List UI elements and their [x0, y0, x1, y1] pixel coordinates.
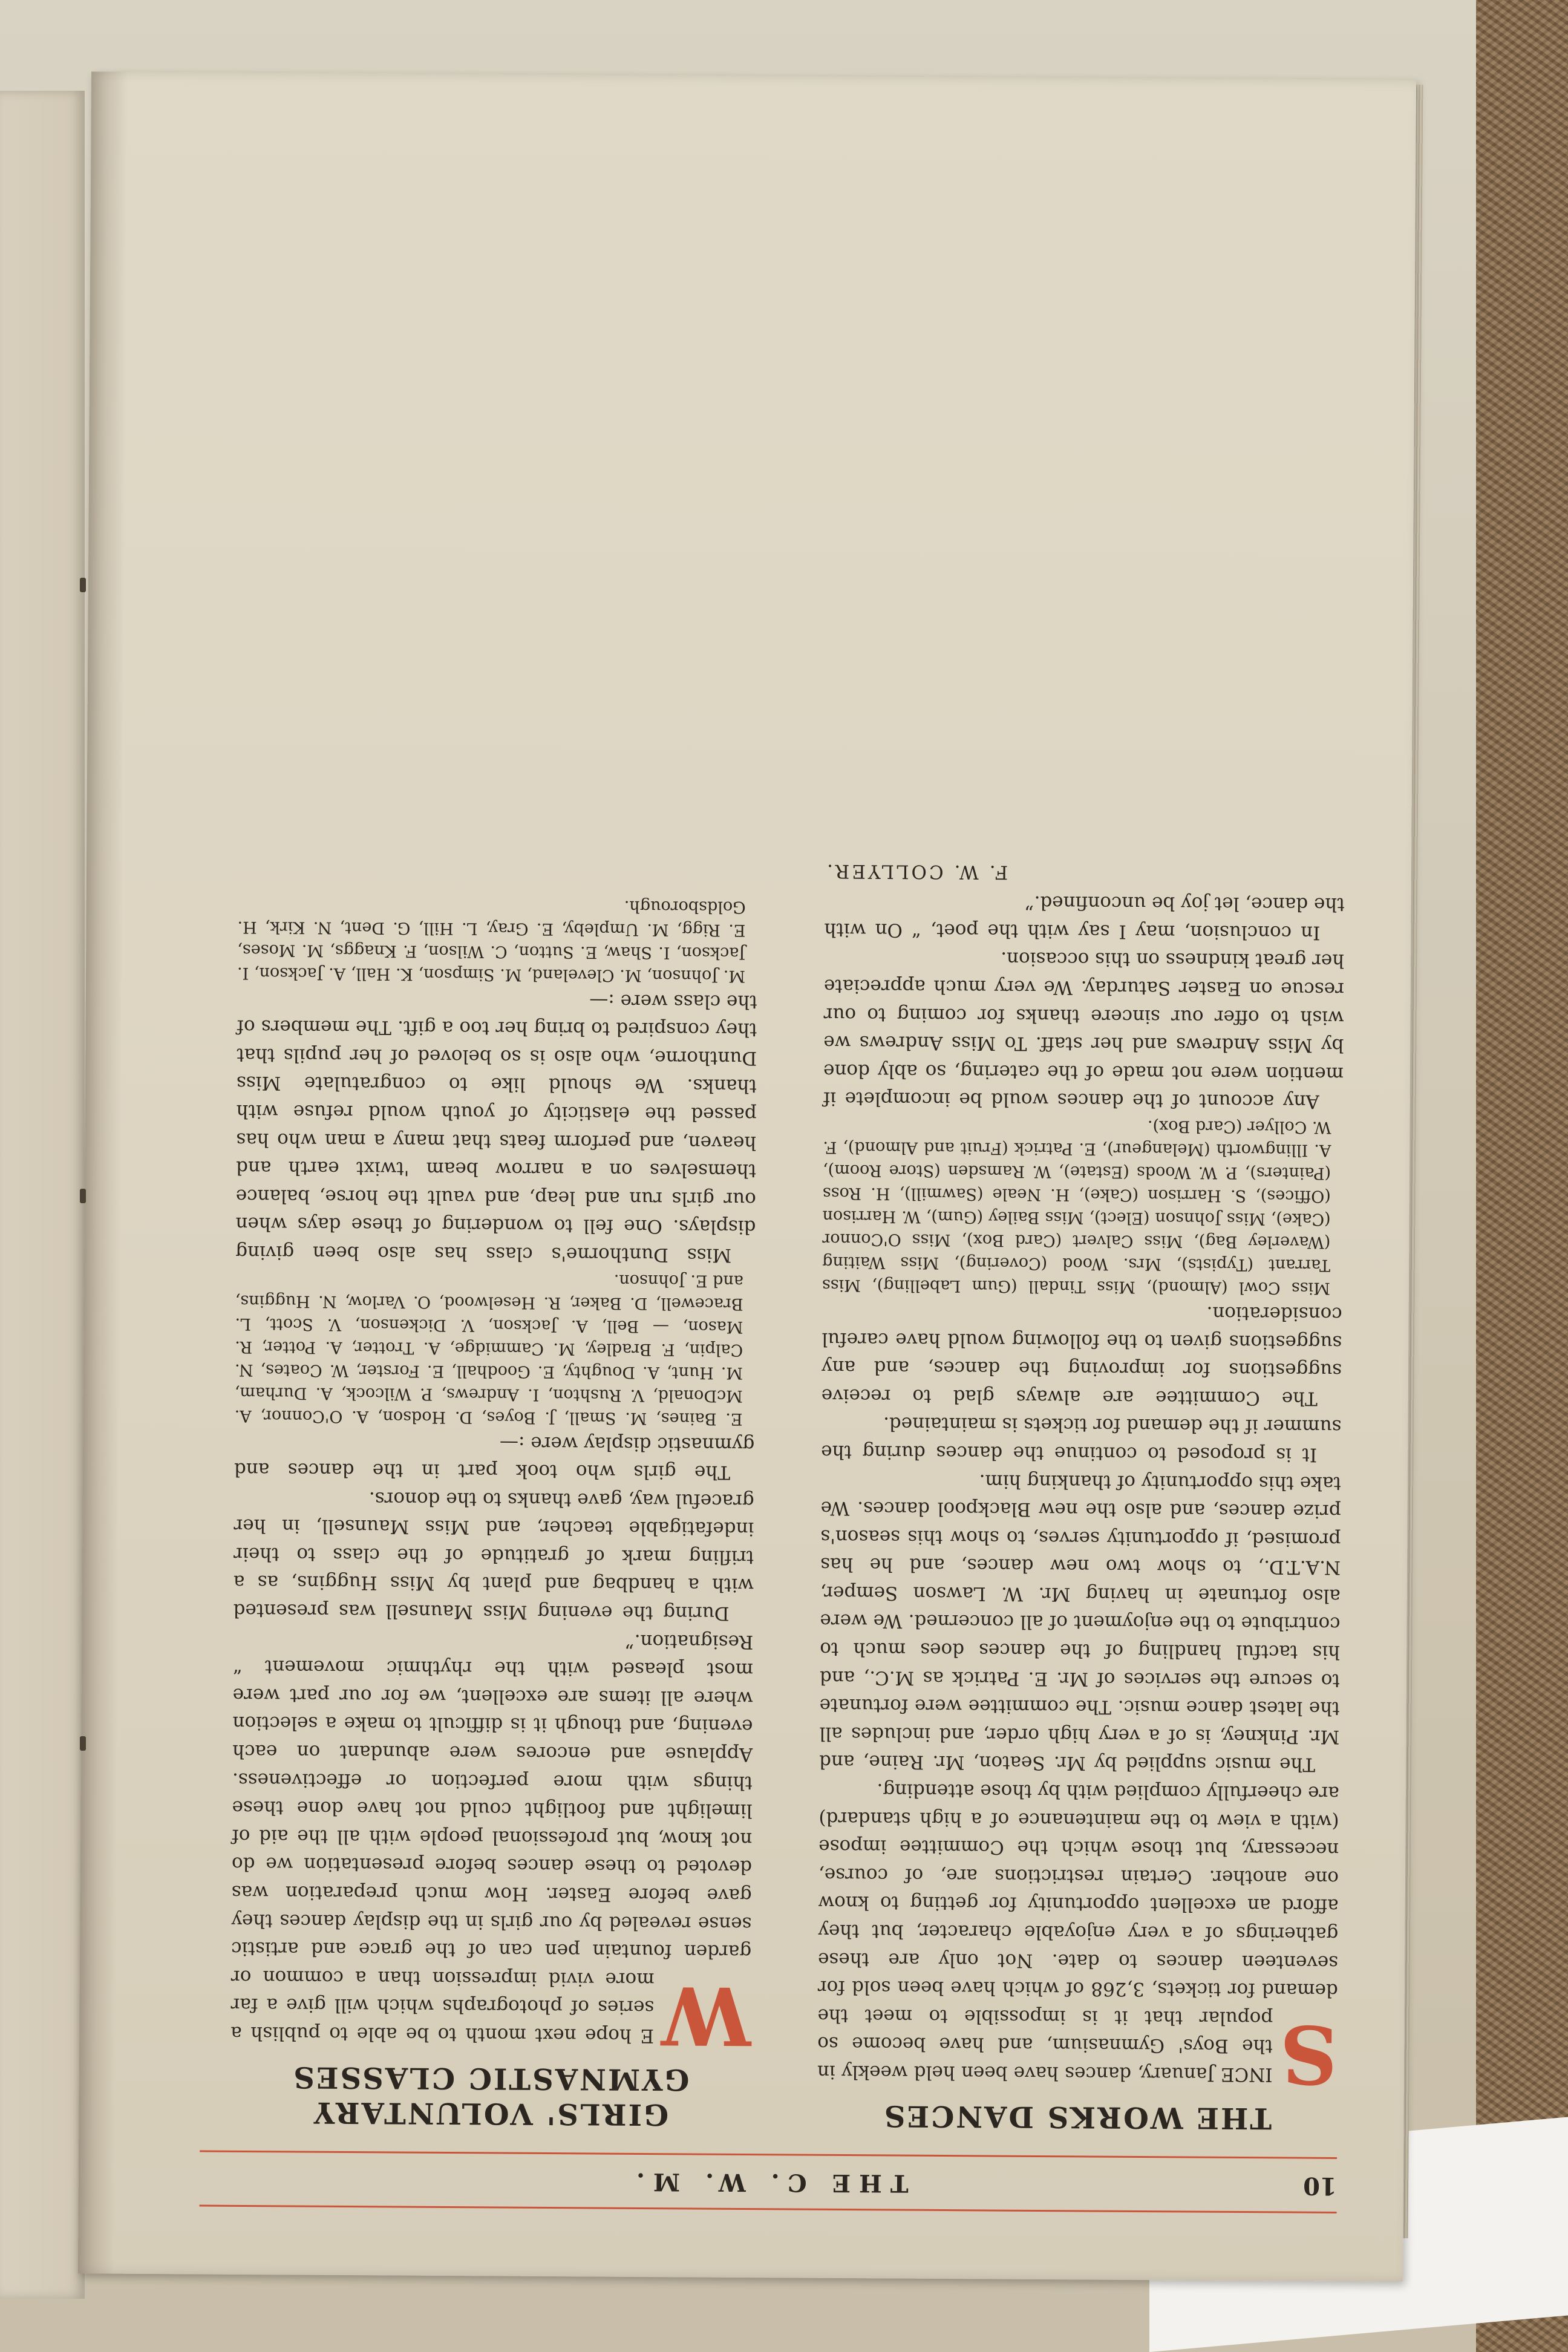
performers-list: E. Baines, M. Small, J. Boyes, D. Hodson, A. O'Connor, A. McDonald, V. Rushton, I. Andrews, P. Wilcock, A. Durham, M. Hunt, A. Doughty, E. Goodhall, E. Forster, W. Coates, N. Calpin, F. Bradley, M. Cammidge, A. Trotter, A. Potter, R. Mason, — Bell, A. Jackson, V. Dickenson, V. Scott, L. Bracewell, D. Baker, R. Heselwood, O. Varlow, N. Huggins, and E. Johnson.	[234, 1270, 744, 1428]
works-dances-intro	[817, 1775, 1339, 2101]
paragraph: The Committee are always glad to receive suggestions for improving the dances, and any suggestions given to the following would have careful consideration.	[821, 1302, 1342, 1410]
gymnastic-heading-line2: GYMNASTIC CLASSES	[292, 2060, 690, 2097]
paragraph: During the evening Miss Maunsell was presented with a handbag and plant by Miss Huggins, as a trifling mark of gratitude of the class to their indefatigable teacher, and Miss Maunsell, in her graceful way, gave thanks to the donors.	[233, 1487, 754, 1624]
works-dances-column	[817, 857, 1345, 2136]
committee-list: Miss Cowl (Almond), Miss Tindall (Gum Labelling), Miss Tarrant (Typists), Mrs. Wood (Covering), Miss Waiting (Waverley Bag), Miss Calvert (Card Box), Miss O'Connor (Cake), Miss Johnson (Elect), Miss Bailey (Gum), W. Harrison (Offices), S. Harrison (Cake), H. Neale (Sawmill), H. Ross (Painters), P. W. Woods (Estate), W. Ramsden (Store Room), A. Illingworth (Melangeur), E. Patrick (Fruit and Almond), F. W. Collyer (Card Box).	[822, 1117, 1331, 1298]
paragraph: Any account of the dances would be incomplete if mention were not made of the catering, so ably done by Miss Andrews and her staff. To Miss Andrews we wish to offer our sincere thanks for coming to our rescue on Easter Saturday. We very much appreciate her great kindness on this occasion.	[823, 947, 1345, 1113]
printed-content-inverted	[175, 169, 1374, 2221]
paragraph: It is proposed to continue the dances during the summer if the demand for tickets is maintained.	[821, 1413, 1342, 1466]
class-members-list: M. Johnson, M. Cleveland, M. Simpson, K. Hall, A. Jackson, I. Jackson, I. Shaw, E. Sutton, C. Wilson, F. Knaggs, M. Moses, E. Rigg, M. Umpleby, E. Gray, L. Hill, G. Dent, N. Kirk, H. Goldsborough.	[237, 897, 746, 985]
drop-cap-w: W	[661, 1968, 752, 2063]
gymnastic-classes-column	[230, 892, 757, 2132]
masthead	[200, 2164, 1337, 2213]
paragraph-text: E hope next month to be able to publish a series of photographs which will give a far more vivid impression than a common or garden fountain pen can of the grace and artistic sense revealed by our girls in the display dances they gave before Easter. How much preparation was devoted to these dances before presentation we do not know, but professional people with all the aid of limelight and footlight could not have done these things with more perfection or effectiveness. Applause and encores were abundant on each evening, and though it is difficult to make a selection where all items are excellent, we for our part were most pleased with the rhythmic movement “ Resignation.”	[230, 1630, 754, 2047]
paragraph-text: INCE January, dances have been held weekly in the Boys' Gymnasium, and have become so popular that it is impossible to meet the demand for tickets, 3,268 of which have been sold for seventeen dances to date. Not only are these gatherings of a very enjoyable character, but they afford an excellent opportunity for getting to know one another. Certain restrictions are, of course, necessary, but those which the Committee impose (with a view to the maintenance of a high standard) are cheerfully complied with by those attending.	[817, 1779, 1339, 2086]
gymnastic-heading	[230, 2059, 751, 2132]
drop-cap-s: S	[1279, 2007, 1338, 2101]
previous-page-edge	[0, 91, 85, 2299]
paragraph: In conclusion, may I say with the poet, “ On with the dance, let joy be unconfined.”	[824, 892, 1345, 944]
paragraph: The music supplied by Mr. Seaton, Mr. Raine, and Mr. Pinkney, is of a very high order, and includes all the latest dance music. The committee were fortunate to secure the services of Mr. E. Patrick as M.C., and his tactful handling of the dances does much to contribute to the enjoyment of all concerned. We were also fortunate in having Mr. W. Lawson Semper, N.A.T.D., to show two new dances, and he has promised, if opportunity serves, to show this season's prize dances, and also the new Blackpool dances. We take this opportunity of thanking him.	[818, 1469, 1342, 1776]
gymnastic-heading-line1: GIRLS' VOLUNTARY	[312, 2095, 669, 2132]
masthead-rule-bottom	[200, 2151, 1337, 2159]
author-signature: F. W. COLLYER.	[824, 860, 1008, 883]
magazine-title: THE C. W. M.	[627, 2167, 909, 2198]
staple	[80, 1736, 86, 1751]
page-number: 10	[1303, 2171, 1337, 2200]
staple	[80, 1189, 86, 1203]
carpet-background	[1476, 0, 1568, 2352]
works-dances-heading: THE WORKS DANCES	[882, 2099, 1272, 2135]
magazine-page	[78, 71, 1416, 2281]
masthead-rule-top	[200, 2205, 1337, 2213]
paragraph: The girls who took part in the dances and gymnastic display were :—	[234, 1432, 755, 1483]
gymnastic-intro	[230, 1624, 754, 2063]
paragraph: Miss Dunthorne's class has also been giving displays. One fell to wondering of these days when our girls run and leap, and vault the horse, balance themselves on a narrow beam 'twixt earth and heaven, and perform feats that many a man who has passed the elasticity of youth would refuse with thanks. We should like to congratulate Miss Dunthorne, who also is so beloved of her pupils that they conspired to bring her too a gift. The members of the class were :—	[235, 989, 757, 1266]
staple	[80, 578, 86, 592]
